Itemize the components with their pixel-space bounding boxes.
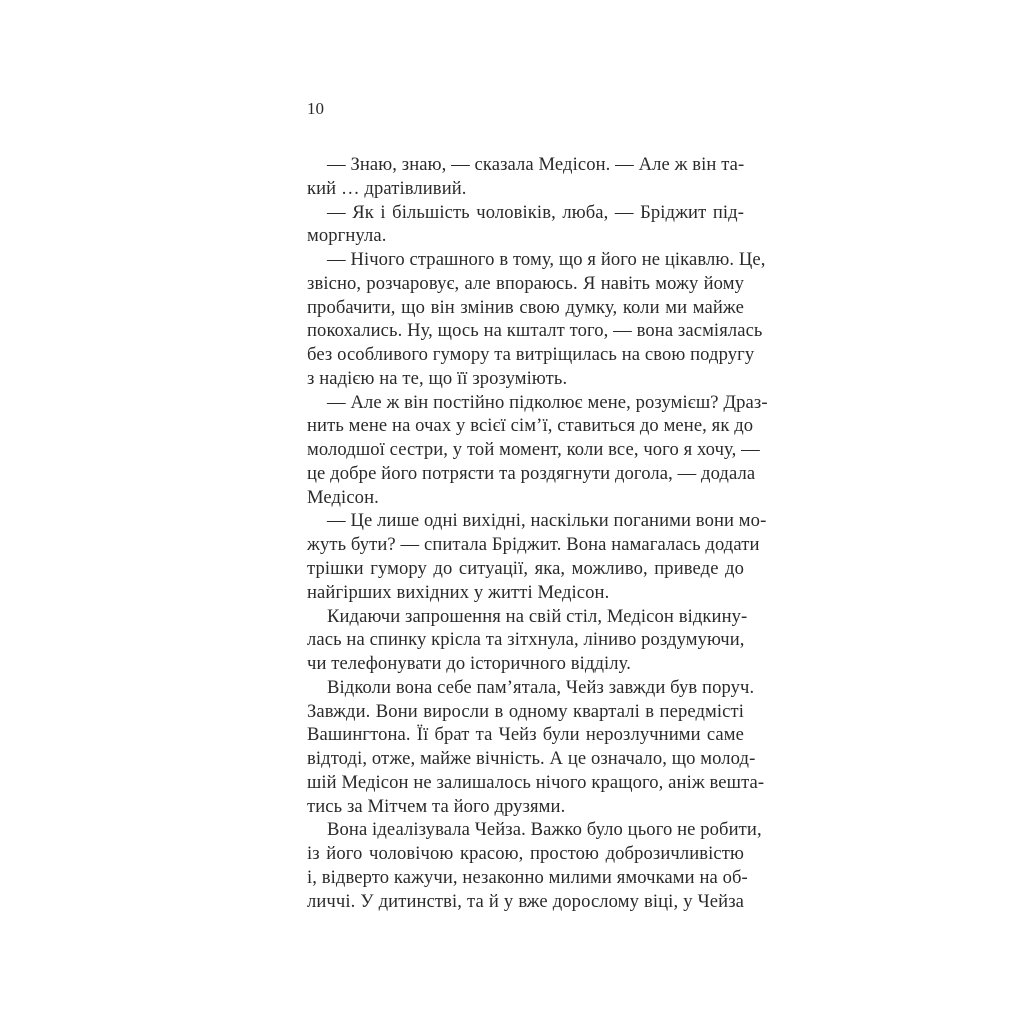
text-line: шій Медісон не залишалось нічого кращого, аніж вешта- bbox=[307, 771, 765, 793]
body-text bbox=[307, 153, 768, 914]
text-line: нить мене на очах у всієї сім’ї, ставиться до мене, як до bbox=[307, 415, 754, 437]
text-line: — Це лише одні вихідні, наскільки поганими вони мо- bbox=[327, 510, 767, 532]
text-line: це добре його потрясти та роздягнути догола, — додала bbox=[307, 462, 756, 484]
text-line: жуть бути? — спитала Бріджит. Вона намагалась додати bbox=[307, 534, 760, 556]
text-line: лась на спинку крісла та зітхнула, ліниво роздумуючи, bbox=[307, 629, 745, 651]
paragraph bbox=[307, 676, 765, 819]
paragraph bbox=[307, 201, 744, 249]
text-line: Медісон. bbox=[307, 486, 379, 508]
paragraph bbox=[307, 509, 767, 604]
paragraph bbox=[307, 153, 744, 201]
text-line: чи телефонувати до історичного відділу. bbox=[307, 653, 631, 675]
paragraph bbox=[307, 605, 748, 676]
text-line: кий … дратівливий. bbox=[307, 177, 467, 199]
text-line: моргнула. bbox=[307, 225, 387, 247]
page-number: 10 bbox=[307, 99, 324, 118]
text-line: із його чоловічою красою, простою доброзичливістю bbox=[307, 843, 744, 865]
text-line: Вашингтона. Її брат та Чейз були нерозлучними саме bbox=[307, 724, 744, 746]
text-line: — Але ж він постійно підколює мене, розумієш? Драз- bbox=[327, 391, 768, 413]
paragraph bbox=[307, 818, 762, 913]
text-line: звісно, розчаровує, але впораюсь. Я навіть можу йому bbox=[307, 272, 744, 294]
text-line: і, відверто кажучи, незаконно милими ямочками на об- bbox=[307, 866, 748, 888]
text-line: — Як і більшість чоловіків, люба, — Бріджит під- bbox=[327, 201, 744, 223]
text-line: личчі. У дитинстві, та й у вже дорослому віці, у Чейза bbox=[307, 890, 744, 912]
text-line: найгірших вихідних у житті Медісон. bbox=[307, 581, 610, 603]
text-line: — Знаю, знаю, — сказала Медісон. — Але ж він та- bbox=[327, 154, 745, 175]
text-line: Завжди. Вони виросли в одному кварталі в передмісті bbox=[307, 700, 744, 722]
text-line: Відколи вона себе пам’ятала, Чейз завжди був поруч. bbox=[327, 676, 755, 698]
text-line: молодшої сестри, у той момент, коли все, чого я хочу, — bbox=[307, 439, 760, 461]
text-line: Кидаючи запрошення на свій стіл, Медісон відкину- bbox=[327, 605, 748, 627]
text-line: тись за Мітчем та його друзями. bbox=[307, 795, 566, 817]
text-line: трішки гумору до ситуації, яка, можливо, приведе до bbox=[307, 558, 744, 580]
text-line: без особливого гумору та витріщилась на свою подругу bbox=[307, 344, 755, 366]
text-line: з надією на те, що її зрозуміють. bbox=[307, 367, 568, 389]
text-line: Вона ідеалізувала Чейза. Важко було цього не робити, bbox=[327, 819, 762, 841]
paragraph bbox=[307, 248, 766, 391]
text-line: — Нічого страшного в тому, що я його не цікавлю. Це, bbox=[327, 249, 766, 271]
text-line: відтоді, отже, майже вічність. А це означало, що молод- bbox=[307, 748, 756, 770]
paragraph bbox=[307, 391, 768, 510]
text-line: пробачити, що він змінив свою думку, коли ми майже bbox=[307, 296, 744, 318]
text-line: покохались. Ну, щось на кшталт того, — вона засміялась bbox=[307, 320, 763, 342]
